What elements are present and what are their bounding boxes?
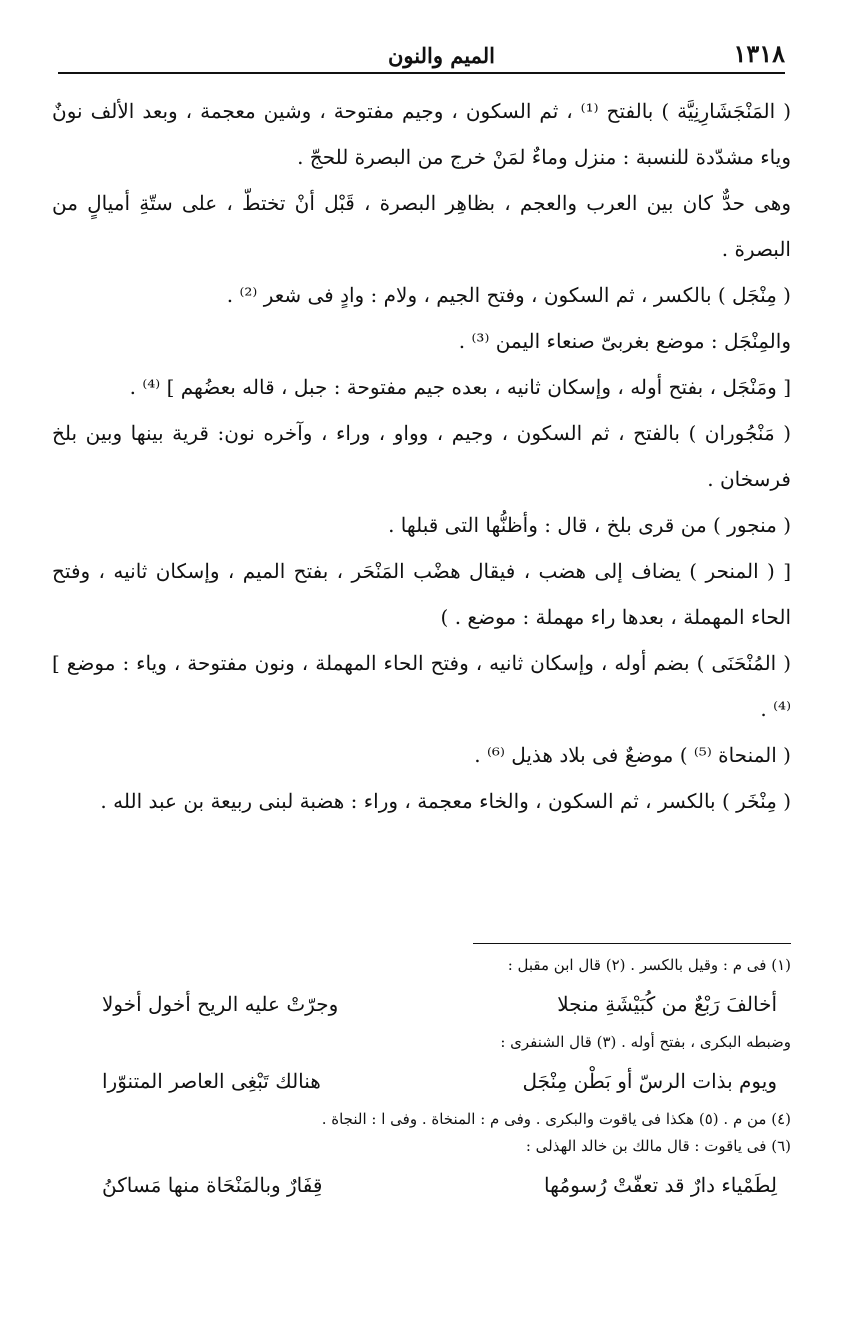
- verse-first-hemistich: لِطَمْياء دارٌ قد تعفّتْ رُسومُها: [544, 1173, 777, 1197]
- running-title: الميم والنون: [388, 43, 495, 68]
- verse-second-hemistich: هنالك تَبْغِى العاصر المتنوّرا: [102, 1069, 321, 1093]
- entry-manjur: ( منجور ) من قرى بلخ ، قال : وأظنُّها التى قبلها .: [388, 513, 791, 537]
- entry-minkhar: ( مِنْخَر ) بالكسر ، ثم السكون ، والخاء معجمة ، وراء : هضبة لبنى ربيعة بن عبد الله .: [100, 789, 791, 813]
- footnotes: [52, 952, 791, 1210]
- verse-first-hemistich: أخالفَ رَبْعٌ من كُبَيْشَةِ منجلا: [557, 992, 777, 1016]
- entry-manjuran: ( مَنْجُوران ) بالفتح ، ثم السكون ، وجيم ، وواو ، وراء ، وآخره نون: قرية بينها وبين بلخ فرسخان .: [52, 421, 791, 491]
- verse-ibn-muqbil: [52, 979, 791, 1029]
- verse-first-hemistich: ويوم بذات الرسّ أو بَطْن مِنْجَل: [522, 1069, 777, 1093]
- verse-second-hemistich: وجرّتْ عليه الريح أخول أخولا: [102, 992, 339, 1016]
- footnote-6: (٦) فى ياقوت : قال مالك بن خالد الهذلى :: [525, 1137, 791, 1155]
- page-header: [58, 28, 785, 74]
- entry-al-manhar: [ ( المنحر ) يضاف إلى هضب ، فيقال هضْب المَنْحَر ، بفتح الميم ، وإسكان ثانيه ، وفتح الحاء المهملة ، بعدها راء مهملة : موضع . ): [52, 559, 791, 629]
- main-text: [52, 88, 791, 824]
- entry-minjal: ( مِنْجَل ) بالكسر ، ثم السكون ، وفتح الجيم ، ولام : وادٍ فى شعر ⁽²⁾ .: [226, 283, 791, 307]
- footnote-divider: [473, 943, 791, 944]
- entry-al-minjal: والمِنْجَل : موضع بغربىّ صنعاء اليمن ⁽³⁾ .: [458, 329, 791, 353]
- entry-manjasharaniyya-cont: وهى حدٌّ كان بين العرب والعجم ، بظاهِر البصرة ، قَبْل أنْ تختطّ ، على ستّةِ أميالٍ من البصرة .: [52, 191, 791, 261]
- entry-manjal: [ ومَنْجَل ، بفتح أوله ، وإسكان ثانيه ، بعده جيم مفتوحة : جبل ، قاله بعضُهم ] ⁽⁴⁾ .: [129, 375, 791, 399]
- entry-al-munhana: ( المُنْحَنَى ) بضم أوله ، وإسكان ثانيه ، وفتح الحاء المهملة ، ونون مفتوحة ، وياء : موضع ] ⁽⁴⁾ .: [52, 651, 791, 721]
- verse-malik-hudhali: [52, 1160, 791, 1210]
- verse-second-hemistich: قِفَارٌ وبالمَنْحَاة منها مَساكنُ: [102, 1173, 323, 1197]
- page-number: ١٣١٨: [733, 39, 785, 68]
- verse-shanfara: [52, 1056, 791, 1106]
- footnote-4-5: (٤) من م . (٥) هكذا فى ياقوت والبكرى . وفى م : المنخاة . وفى ا : النجاة .: [321, 1110, 791, 1128]
- footnote-bakri-3: وضبطه البكرى ، بفتح أوله . (٣) قال الشنفرى :: [500, 1033, 791, 1051]
- entry-manjasharaniyya: ( المَنْجَشَارِنِيَّة ) بالفتح ⁽¹⁾ ، ثم السكون ، وجيم مفتوحة ، وشين معجمة ، وبعد الألف نونٌ وياء مشدّدة للنسبة : منزل وماءٌ لمَنْ خرج من البصرة للحجّ .: [52, 99, 791, 169]
- footnote-1-2: (١) فى م : وقيل بالكسر . (٢) قال ابن مقبل :: [507, 956, 791, 974]
- entry-al-manhat: ( المنحاة ⁽⁵⁾ ) موضعٌ فى بلاد هذيل ⁽⁶⁾ .: [474, 743, 791, 767]
